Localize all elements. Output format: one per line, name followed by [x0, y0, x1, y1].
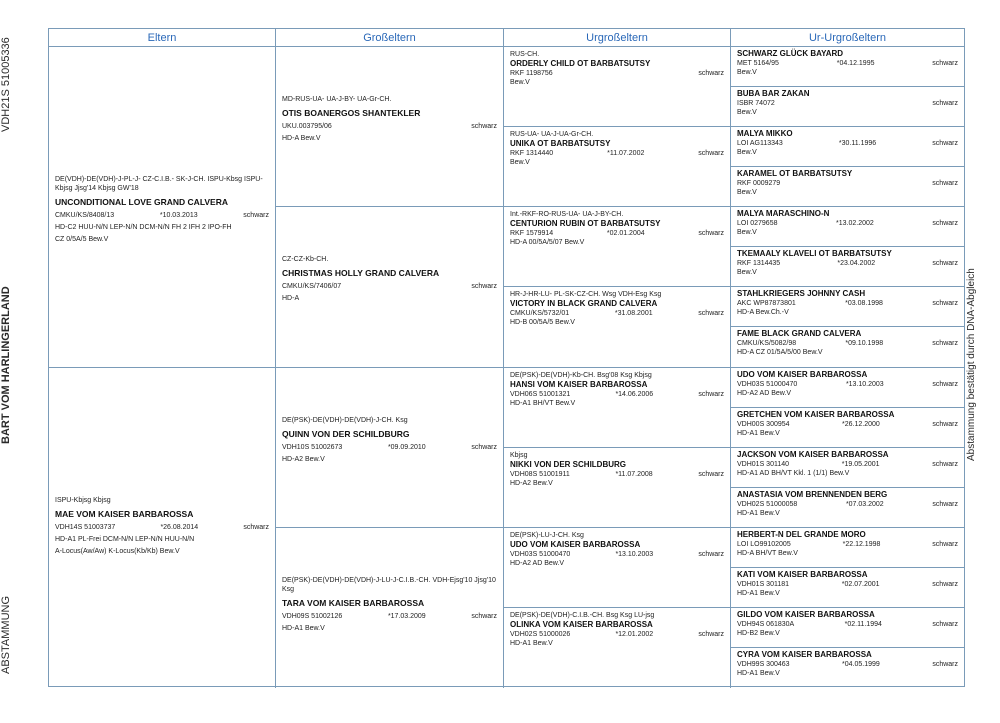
urgross-reg-row: [510, 470, 724, 479]
uur-entry: [737, 450, 958, 478]
gross-cell: [276, 47, 504, 207]
uur-entry: [737, 490, 958, 518]
gross-color: schwarz: [471, 123, 497, 131]
uur-reg-row: [737, 540, 958, 549]
urgross-color: schwarz: [698, 150, 724, 158]
uur-cell: [731, 327, 964, 367]
uur-reg: RKF 1314435: [737, 260, 781, 268]
uur-reg-row: [737, 59, 958, 68]
uur-name: SCHWARZ GLÜCK BAYARD: [737, 49, 844, 58]
uur-health: Bew.V: [737, 149, 757, 157]
header-urgrosseltern: Urgroßeltern: [504, 29, 731, 47]
uur-cell: [731, 87, 964, 127]
urgross-entry: [510, 210, 724, 247]
uur-color: schwarz: [932, 100, 958, 108]
uur-health: Bew.V: [737, 69, 757, 76]
uur-color: schwarz: [932, 580, 958, 588]
gross-health: HD-A: [282, 295, 300, 303]
uur-name: MALYA MARASCHINO-N: [737, 209, 830, 219]
urgross-color: schwarz: [698, 310, 724, 318]
uur-health: HD-A2 AD Bew.V: [737, 389, 792, 397]
uur-entry: [737, 610, 958, 638]
urgross-color: schwarz: [698, 230, 724, 238]
urgross-reg-row: [510, 149, 724, 158]
uur-reg-row: [737, 380, 958, 389]
urgross-titles: DE(PSK)-DE(VDH)-C.I.B.-CH. Bsg Ksg LU-jsg: [510, 611, 655, 619]
uur-reg: LOI LO99102005: [737, 540, 791, 548]
eltern-cell: [49, 368, 276, 689]
gross-reg: VDH09S 51002126: [282, 612, 343, 620]
uur-date: *13.02.2002: [836, 220, 874, 228]
uur-reg: MET 5164/95: [737, 60, 779, 67]
urgross-titles: Int.-RKF-RO-RUS-UA- UA-J-BY-CH.: [510, 211, 624, 219]
eltern-cell: [49, 47, 276, 368]
uur-entry: [737, 129, 958, 157]
header-grosseltern: Großeltern: [276, 29, 504, 47]
uur-entry: [737, 570, 958, 598]
uur-reg: ISBR 74072: [737, 100, 775, 108]
uur-cell: [731, 207, 964, 247]
urgross-reg-row: [510, 69, 724, 78]
header-ur-urgrosseltern: Ur-Urgroßeltern: [731, 29, 964, 47]
urgross-titles: RUS-CH.: [510, 51, 540, 58]
uur-entry: [737, 650, 958, 678]
uur-reg: VDH01S 301140: [737, 460, 790, 468]
uur-name: STAHLKRIEGERS JOHNNY CASH: [737, 289, 866, 299]
uur-entry: [737, 169, 958, 197]
uur-date: *09.10.1998: [845, 340, 884, 348]
uur-cell: [731, 488, 964, 528]
gross-entry: [282, 255, 497, 303]
uur-reg-row: [737, 179, 958, 188]
gross-cell: [276, 368, 504, 528]
uur-color: schwarz: [932, 420, 958, 428]
gross-health: HD-A1 Bew.V: [282, 624, 325, 632]
urgross-reg: RKF 1198756: [510, 70, 553, 77]
gross-color: schwarz: [471, 612, 497, 620]
uur-cell: [731, 448, 964, 488]
urgross-entry: [510, 50, 724, 87]
gross-reg-row: [282, 612, 497, 621]
gross-titles: DE(PSK)-DE(VDH)-DE(VDH)-J-CH. Ksg: [282, 416, 408, 424]
urgross-cell: [504, 127, 731, 207]
uur-reg-row: [737, 660, 958, 669]
uur-health: HD-A Bew.Ch.-V: [737, 309, 789, 317]
urgross-reg-row: [510, 550, 724, 559]
uur-entry: [737, 289, 958, 317]
uur-name: GILDO VOM KAISER BARBAROSSA: [737, 609, 875, 619]
registration-number: VDH21S 51005336: [0, 37, 12, 133]
uur-color: schwarz: [932, 300, 958, 308]
uur-date: *22.12.1998: [842, 540, 881, 548]
urgross-reg: CMKU/KS/5732/01: [510, 310, 570, 318]
uur-name: TKEMAALY KLAVELI OT BARBATSUTSY: [737, 249, 892, 259]
urgross-titles: RUS-UA- UA-J-UA-Gr-CH.: [510, 131, 594, 139]
uur-cell: [731, 568, 964, 608]
uur-name: KATI VOM KAISER BARBAROSSA: [737, 569, 868, 579]
gross-cell: [276, 207, 504, 367]
uur-date: *26.12.2000: [842, 420, 880, 428]
uur-health: HD-A1 Bew.V: [737, 589, 780, 597]
uur-cell: [731, 408, 964, 448]
urgross-health: HD-A2 AD Bew.V: [510, 559, 565, 567]
eltern-name: UNCONDITIONAL LOVE GRAND CALVERA: [55, 197, 228, 208]
uur-name: BUBA BAR ZAKAN: [737, 89, 810, 99]
urgross-cell: [504, 287, 731, 367]
eltern-name: MAE VOM KAISER BARBAROSSA: [55, 508, 194, 519]
eltern-locus: A-Locus(Aw/Aw) K-Locus(Kb/Kb) Bew.V: [55, 547, 180, 555]
uur-cell: [731, 247, 964, 287]
gross-health: HD-A2 Bew.V: [282, 455, 325, 463]
uur-reg-row: [737, 99, 958, 108]
uur-color: schwarz: [932, 260, 958, 268]
uur-name: HERBERT-N DEL GRANDE MORO: [737, 529, 866, 539]
urgross-titles: HR-J-HR-LU- PL-SK-CZ-CH. Wsg VDH-Esg Ksg: [510, 291, 662, 299]
urgross-health: Bew.V: [510, 159, 530, 167]
uur-entry: [737, 370, 958, 398]
uur-cell: [731, 528, 964, 568]
urgross-cell: [504, 207, 731, 287]
gross-name: CHRISTMAS HOLLY GRAND CALVERA: [282, 268, 440, 279]
urgross-reg: VDH08S 51001911: [510, 470, 570, 478]
urgross-entry: [510, 531, 724, 568]
eltern-titles: ISPU-Kbjsg Kbjsg: [55, 496, 111, 504]
uur-date: *03.08.1998: [845, 300, 883, 308]
gross-health: HD-A Bew.V: [282, 135, 321, 143]
uur-reg-row: [737, 299, 958, 308]
eltern-locus: CZ 0/5A/5 Bew.V: [55, 236, 109, 244]
uur-reg: VDH94S 061830A: [737, 620, 795, 628]
uur-entry: [737, 329, 958, 357]
urgross-name: CENTURION RUBIN OT BARBATSUTSY: [510, 219, 661, 229]
gross-reg-row: [282, 282, 497, 291]
uur-color: schwarz: [932, 540, 958, 548]
urgross-cell: [504, 368, 731, 448]
dna-note: Abstammung bestätigt durch DNA-Abgleich: [966, 268, 977, 462]
uur-entry: [737, 89, 958, 117]
uur-reg: VDH03S 51000470: [737, 380, 798, 388]
urgross-entry: [510, 290, 724, 327]
uur-entry: [737, 530, 958, 558]
uur-entry: [737, 410, 958, 438]
uur-health: HD-B2 Bew.V: [737, 629, 780, 637]
urgross-date: *11.07.2008: [615, 470, 653, 478]
eltern-reg-row: [55, 523, 269, 532]
uur-date: *23.04.2002: [837, 260, 876, 268]
gross-entry: [282, 416, 497, 464]
uur-name: CYRA VOM KAISER BARBAROSSA: [737, 649, 872, 659]
urgross-date: *12.01.2002: [615, 630, 654, 638]
uur-reg-row: [737, 620, 958, 629]
abstammung-label: ABSTAMMUNG: [0, 595, 12, 675]
uur-reg: LOI AG113343: [737, 140, 783, 148]
urgross-reg-row: [510, 229, 724, 238]
uur-cell: [731, 167, 964, 207]
urgross-entry: [510, 611, 724, 648]
uur-cell: [731, 287, 964, 327]
uur-color: schwarz: [932, 380, 958, 388]
uur-health: Bew.V: [737, 109, 757, 117]
eltern-health: HD-C2 HUU-N/N LEP-N/N DCM-N/N FH 2 IFH 2 IPO-FH: [55, 224, 232, 232]
uur-color: schwarz: [932, 220, 958, 228]
urgross-reg: VDH03S 51000470: [510, 550, 571, 558]
eltern-entry: [55, 496, 269, 556]
gross-entry: [282, 95, 497, 143]
urgross-reg: VDH06S 51001321: [510, 390, 571, 398]
eltern-reg-row: [55, 211, 269, 220]
uur-cell: [731, 648, 964, 688]
uur-cell: [731, 368, 964, 408]
urgross-reg-row: [510, 309, 724, 318]
uur-reg-row: [737, 339, 958, 348]
uur-reg-row: [737, 219, 958, 228]
gross-reg: CMKU/KS/7406/07: [282, 283, 342, 291]
uur-reg-row: [737, 580, 958, 589]
uur-color: schwarz: [932, 60, 958, 67]
eltern-date: *26.08.2014: [160, 523, 199, 531]
urgross-entry: [510, 451, 724, 488]
uur-entry: [737, 249, 958, 277]
uur-reg-row: [737, 259, 958, 268]
urgross-reg: RKF 1314440: [510, 150, 554, 158]
uur-date: *02.07.2001: [841, 580, 880, 588]
uur-name: FAME BLACK GRAND CALVERA: [737, 329, 862, 339]
uur-reg: LOI 0279658: [737, 220, 778, 228]
gross-date: *09.09.2010: [387, 443, 426, 451]
uur-date: *19.05.2001: [841, 460, 880, 468]
gross-titles: CZ-CZ-Kb-CH.: [282, 256, 329, 264]
uur-color: schwarz: [932, 180, 958, 188]
uur-health: HD-A1 Bew.V: [737, 669, 780, 677]
eltern-reg: VDH14S 51003737: [55, 523, 116, 531]
uur-reg: VDH00S 300954: [737, 420, 790, 428]
urgross-health: HD-A2 Bew.V: [510, 479, 553, 487]
urgross-titles: DE(PSK)-DE(VDH)-Kb-CH. Bsg'08 Ksg Kbjsg: [510, 371, 652, 379]
urgross-entry: [510, 371, 724, 408]
uur-entry: [737, 49, 958, 77]
urgross-name: NIKKI VON DER SCHILDBURG: [510, 459, 627, 469]
uur-cell: [731, 127, 964, 167]
urgross-date: *31.08.2001: [614, 310, 653, 318]
uur-health: HD-A BH/VT Bew.V: [737, 549, 798, 557]
urgross-date: *13.10.2003: [615, 550, 654, 558]
uur-cell: [731, 47, 964, 87]
urgross-reg: RKF 1579914: [510, 230, 554, 238]
uur-cell: [731, 608, 964, 648]
urgross-health: HD-A1 BH/VT Bew.V: [510, 399, 576, 407]
uur-color: schwarz: [932, 340, 958, 348]
gross-date: *17.03.2009: [387, 612, 426, 620]
urgross-color: schwarz: [698, 630, 724, 638]
urgross-titles: Kbjsg: [510, 451, 528, 459]
eltern-color: schwarz: [243, 523, 269, 531]
uur-reg-row: [737, 500, 958, 509]
uur-reg: VDH02S 51000058: [737, 500, 798, 508]
urgross-color: schwarz: [698, 70, 724, 77]
uur-name: GRETCHEN VOM KAISER BARBAROSSA: [737, 409, 895, 419]
uur-name: ANASTASIA VOM BRENNENDEN BERG: [737, 489, 888, 499]
uur-entry: [737, 209, 958, 237]
uur-color: schwarz: [932, 140, 958, 148]
gross-entry: [282, 576, 497, 633]
uur-date: *04.05.1999: [842, 660, 880, 668]
dog-name: BART VOM HARLINGERLAND: [0, 286, 12, 444]
uur-name: MALYA MIKKO: [737, 129, 793, 139]
urgross-date: *02.01.2004: [606, 230, 645, 238]
uur-color: schwarz: [932, 620, 958, 628]
urgross-name: ORDERLY CHILD OT BARBATSUTSY: [510, 59, 651, 68]
urgross-color: schwarz: [698, 470, 724, 478]
uur-health: Bew.V: [737, 229, 757, 237]
urgross-color: schwarz: [698, 390, 724, 398]
uur-health: HD-A CZ 01/5A/5/00 Bew.V: [737, 349, 823, 357]
urgross-health: Bew.V: [510, 79, 530, 86]
urgross-reg: VDH02S 51000026: [510, 630, 571, 638]
eltern-color: schwarz: [243, 212, 269, 220]
uur-reg: VDH01S 301181: [737, 580, 790, 588]
urgross-cell: [504, 47, 731, 127]
uur-date: *13.10.2003: [845, 380, 884, 388]
urgross-name: OLINKA VOM KAISER BARBAROSSA: [510, 619, 653, 629]
uur-reg: CMKU/KS/5082/98: [737, 340, 797, 348]
gross-name: QUINN VON DER SCHILDBURG: [282, 428, 410, 439]
gross-name: OTIS BOANERGOS SHANTEKLER: [282, 108, 421, 119]
urgross-cell: [504, 528, 731, 608]
eltern-health: HD-A1 PL-Frei DCM-N/N LEP-N/N HUU-N/N: [55, 535, 195, 543]
eltern-reg: CMKU/KS/8408/13: [55, 212, 115, 220]
urgross-color: schwarz: [698, 550, 724, 558]
urgross-name: UDO VOM KAISER BARBAROSSA: [510, 539, 641, 549]
urgross-health: HD-B 00/5A/5 Bew.V: [510, 319, 575, 327]
urgross-date: *14.06.2006: [615, 390, 654, 398]
urgross-titles: DE(PSK)-LU-J-CH. Ksg: [510, 531, 584, 539]
gross-titles: DE(PSK)-DE(VDH)-DE(VDH)-J-LU-J-C.I.B.-CH. VDH-Ejsg'10 Jjsg'10 Ksg: [282, 576, 496, 593]
uur-reg-row: [737, 420, 958, 429]
uur-reg: VDH99S 300463: [737, 660, 790, 668]
urgross-cell: [504, 448, 731, 528]
uur-reg: RKF 0009279: [737, 180, 781, 188]
uur-color: schwarz: [932, 500, 958, 508]
urgross-health: HD-A1 Bew.V: [510, 639, 553, 647]
uur-date: *02.11.1994: [844, 620, 882, 628]
urgross-health: HD-A 00/5A/5/07 Bew.V: [510, 239, 585, 247]
urgross-name: VICTORY IN BLACK GRAND CALVERA: [510, 299, 658, 309]
uur-color: schwarz: [932, 660, 958, 668]
urgross-cell: [504, 608, 731, 688]
urgross-date: *11.07.2002: [607, 150, 645, 158]
gross-color: schwarz: [471, 443, 497, 451]
urgross-name: HANSI VOM KAISER BARBAROSSA: [510, 379, 648, 389]
gross-color: schwarz: [471, 283, 497, 291]
uur-health: HD-A1 Bew.V: [737, 509, 780, 517]
uur-date: *07.03.2002: [845, 500, 884, 508]
gross-reg-row: [282, 443, 497, 452]
uur-reg-row: [737, 139, 958, 148]
uur-health: Bew.V: [737, 269, 757, 277]
eltern-entry: [55, 175, 269, 244]
uur-date: *30.11.1996: [838, 140, 877, 148]
uur-date: *04.12.1995: [836, 60, 875, 67]
header-eltern: Eltern: [49, 29, 276, 47]
uur-health: HD-A1 AD BH/VT Kkl. 1 (1/1) Bew.V: [737, 469, 850, 477]
eltern-date: *10.03.2013: [159, 212, 198, 220]
gross-reg-row: [282, 122, 497, 131]
gross-name: TARA VOM KAISER BARBAROSSA: [282, 597, 425, 608]
pedigree-table: [48, 28, 965, 687]
urgross-reg-row: [510, 390, 724, 399]
uur-name: KARAMEL OT BARBATSUTSY: [737, 169, 853, 179]
uur-name: JACKSON VOM KAISER BARBAROSSA: [737, 449, 889, 459]
gross-cell: [276, 528, 504, 688]
uur-health: Bew.V: [737, 189, 757, 197]
uur-reg: AKC WP87873801: [737, 300, 796, 308]
uur-reg-row: [737, 460, 958, 469]
gross-reg: VDH10S 51002673: [282, 443, 343, 451]
urgross-entry: [510, 130, 724, 167]
uur-name: UDO VOM KAISER BARBAROSSA: [737, 369, 868, 379]
gross-reg: UKU.003795/06: [282, 123, 332, 131]
eltern-titles: DE(VDH)-DE(VDH)-J-PL-J- CZ-C.I.B.- SK-J-CH. ISPU-Kbsg ISPU-Kbjsg Jjsg'14 Kbjsg GW'18: [55, 176, 263, 193]
uur-health: HD-A1 Bew.V: [737, 429, 780, 437]
uur-color: schwarz: [932, 460, 958, 468]
urgross-name: UNIKA OT BARBATSUTSY: [510, 139, 611, 149]
gross-titles: MD-RUS-UA- UA-J-BY- UA-Gr-CH.: [282, 96, 392, 104]
urgross-reg-row: [510, 630, 724, 639]
